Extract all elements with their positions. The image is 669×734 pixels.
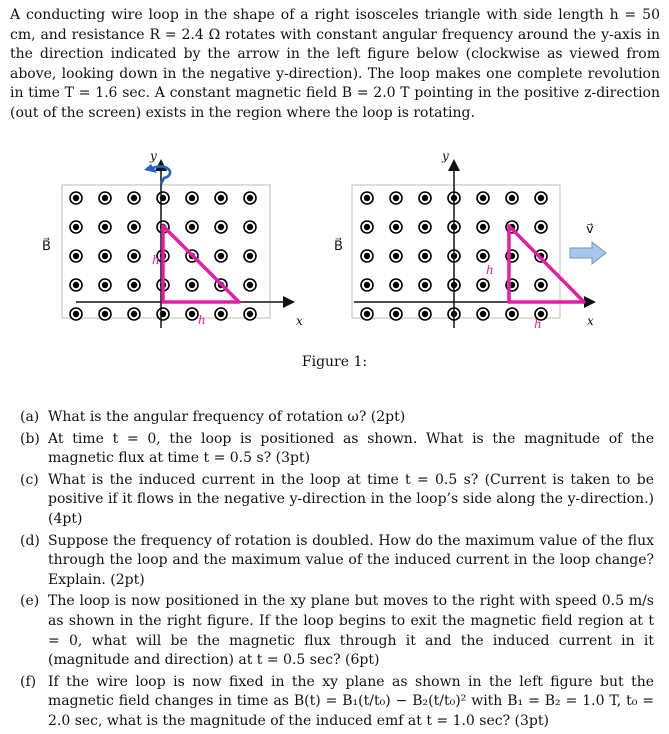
question-label: (e)	[20, 593, 40, 610]
question-list	[20, 408, 654, 734]
field-dot-core	[422, 282, 428, 288]
question-text: At time t = 0, the loop is positioned as shown. What is the magnitude of the magnetic flux at time t = 0.5 s? (3pt)	[48, 430, 654, 467]
field-dot-core	[422, 253, 428, 259]
right-h-label-horizontal: h	[534, 317, 542, 331]
field-dot-core	[480, 224, 486, 230]
field-dot-core	[393, 253, 399, 259]
field-dot-core	[509, 195, 515, 201]
right-y-label: y	[442, 149, 449, 163]
field-dot-core	[131, 253, 137, 259]
field-dot-core	[218, 195, 224, 201]
field-dot-core	[364, 282, 370, 288]
question-label: (f)	[20, 673, 37, 690]
question-text: If the wire loop is now fixed in the xy plane as shown in the left figure but the magnetic field changes in time as B(t) = B₁(t/t₀) − B₂(t/t₀)² with B₁ = B₂ = 1.0 T, t₀ = 2.0 sec, what is the magnitude of the induced emf at t = 1.0 sec? (3pt)	[48, 673, 654, 729]
field-dot-core	[393, 224, 399, 230]
right-field-label: B⃗	[334, 239, 343, 254]
question-text: What is the angular frequency of rotation ω? (2pt)	[48, 409, 406, 425]
field-dot-core	[538, 224, 544, 230]
question-item	[20, 430, 654, 469]
field-dot-core	[73, 282, 79, 288]
question-item	[20, 673, 654, 732]
question-label: (b)	[20, 430, 40, 447]
field-dot-core	[131, 311, 137, 317]
field-dot-core	[480, 311, 486, 317]
field-dot-core	[422, 311, 428, 317]
field-dot-core	[131, 224, 137, 230]
field-dot-core	[364, 195, 370, 201]
right-x-label: x	[587, 314, 594, 328]
field-dot-core	[73, 311, 79, 317]
question-label: (d)	[20, 532, 40, 549]
field-dot-core	[509, 311, 515, 317]
field-dot-core	[422, 224, 428, 230]
field-dot-core	[364, 224, 370, 230]
field-dot-core	[393, 282, 399, 288]
question-item	[20, 408, 654, 428]
field-dot-core	[102, 195, 108, 201]
field-dot-core	[102, 311, 108, 317]
left-panel	[42, 149, 303, 328]
right-h-label-vertical: h	[486, 263, 494, 277]
problem-intro: A conducting wire loop in the shape of a right isosceles triangle with side length h = 50 cm, and resistance R = 2.4 Ω rotates with constant angular frequency around the y-axis in the direction indicated by the arrow in the left figure below (clockwise as viewed from above, looking down in the negative y-direction). The loop makes one complete revolution in time T = 1.6 sec. A constant magnetic field B = 2.0 T pointing in the positive z-direction (out of the screen) exists in the region where the loop is rotating.	[10, 7, 660, 121]
field-dot-core	[189, 311, 195, 317]
figure-caption: Figure 1:	[301, 354, 368, 370]
field-dot-core	[480, 253, 486, 259]
field-dot-core	[189, 224, 195, 230]
field-dot-core	[218, 224, 224, 230]
field-dot-core	[247, 224, 253, 230]
right-triangle-loop	[509, 226, 584, 302]
field-dot-core	[364, 311, 370, 317]
right-panel	[334, 149, 606, 331]
left-h-label-horizontal: h	[198, 313, 206, 327]
left-x-label: x	[296, 314, 303, 328]
field-dot-core	[218, 311, 224, 317]
field-dot-core	[73, 253, 79, 259]
question-label: (a)	[20, 409, 40, 425]
field-dot-core	[189, 282, 195, 288]
field-dot-core	[364, 253, 370, 259]
field-dot-core	[73, 195, 79, 201]
question-item	[20, 532, 654, 591]
field-dot-core	[131, 282, 137, 288]
field-dot-core	[247, 253, 253, 259]
field-dot-core	[218, 253, 224, 259]
field-dot-core	[102, 282, 108, 288]
question-item	[20, 592, 654, 670]
field-dot-core	[393, 311, 399, 317]
left-h-label-vertical: h	[152, 253, 160, 267]
field-dot-core	[247, 311, 253, 317]
left-triangle-loop	[163, 226, 239, 302]
field-dot-core	[131, 195, 137, 201]
field-dot-core	[393, 195, 399, 201]
field-dot-core	[247, 195, 253, 201]
field-dot-core	[102, 253, 108, 259]
question-text: The loop is now positioned in the xy plane but moves to the right with speed 0.5 m/s as shown in the right figure. If the loop begins to exit the magnetic field region at t = 0, what will be the magnetic flux through it and the induced current in it (magnitude and direction) at t = 0.5 sec? (6pt)	[48, 593, 654, 669]
field-dot-core	[102, 224, 108, 230]
field-dot-core	[480, 195, 486, 201]
field-dot-core	[73, 224, 79, 230]
question-item	[20, 471, 654, 530]
figure-svg	[40, 140, 630, 340]
velocity-arrow-icon	[570, 242, 606, 264]
left-field-label: B⃗	[42, 239, 51, 254]
field-dot-core	[189, 195, 195, 201]
question-label: (c)	[20, 471, 39, 488]
field-dot-core	[538, 282, 544, 288]
question-text: Suppose the frequency of rotation is doubled. How do the maximum value of the flux through the loop and the maximum value of the induced current in the loop change? Explain. (2pt)	[48, 532, 654, 588]
figure-1	[40, 140, 630, 340]
velocity-label: v⃗	[586, 222, 594, 237]
field-dot-core	[480, 282, 486, 288]
field-dot-core	[247, 282, 253, 288]
left-y-label: y	[150, 149, 157, 163]
field-dot-core	[538, 195, 544, 201]
field-dot-core	[422, 195, 428, 201]
question-text: What is the induced current in the loop at time t = 0.5 s? (Current is taken to be positive if it flows in the negative y-direction in the loop’s side along the y-direction.) (4pt)	[48, 471, 654, 527]
